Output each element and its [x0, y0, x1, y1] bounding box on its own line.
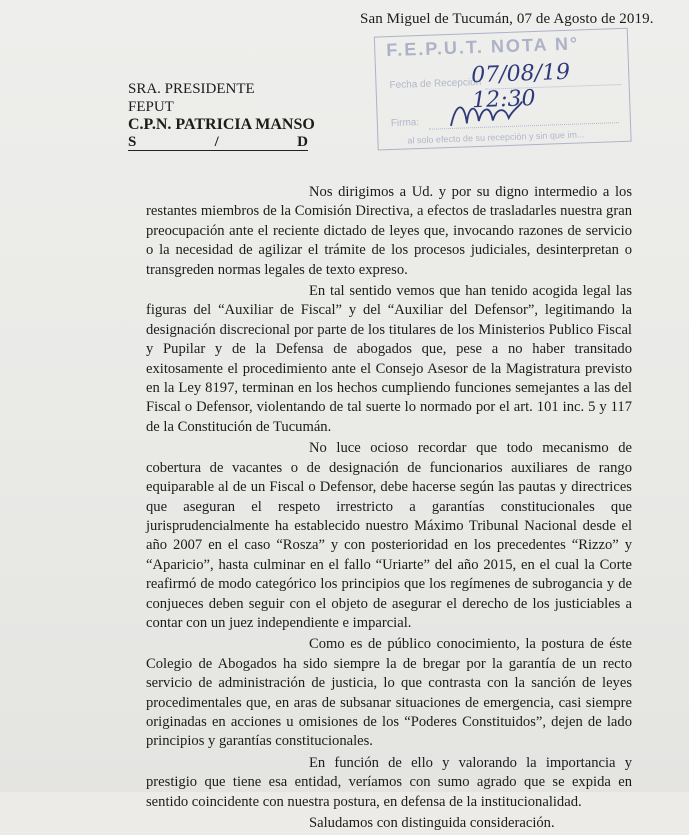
stamp-date-handwritten: 07/08/19 12:30 — [470, 59, 571, 114]
paragraph: En función de ello y valorando la importancia y prestigio que tiene esa entidad, veríamos con sumo agrado que se expida en sentido coincidente con nuestra postura, en defensa de la institucionalidad. — [146, 754, 632, 810]
paragraph: Nos dirigimos a Ud. y por su digno intermedio a los restantes miembros de la Comisión Directiva, a efectos de trasladarles nuestra gran preocupación ante el reciente dictado de leyes que, invocando razones de servicio o la necesidad de agilizar el trámite de los procesos judiciales, desinterpretan o transgreden normas legales de texto expreso. — [146, 184, 632, 278]
stamp-header: F.E.P.U.T. NOTA N° — [385, 33, 580, 61]
letter-body — [146, 183, 632, 835]
sd-left: S — [128, 134, 137, 150]
closing-line: Saludamos con distinguida consideración. — [309, 815, 555, 831]
paragraph: En tal sentido vemos que han tenido acogida legal las figuras del “Auxiliar de Fiscal” y del “Auxiliar del Defensor”, legitimando la designación discrecional por parte de los titulares de los Ministerios Publico Fiscal y Pupilar y de la Defensa de abogados que, pese a no haber transitado exitosamente el procedimiento ante el Consejo Asesor de la Magistratura previsto en la Ley 8197, terminan en los hechos cumpliendo funciones semejantes a las del Fiscal o Defensor, violentando de tal suerte lo normado por el art. 101 inc. 5 y 117 de la Constitución de Tucumán. — [146, 283, 632, 435]
reception-stamp — [374, 27, 640, 166]
stamp-date-label: Fecha de Recepción — [389, 76, 482, 92]
addressee-line2: FEPUT — [128, 99, 174, 115]
sd-mid: / — [214, 134, 219, 150]
addressee-sd — [128, 134, 308, 151]
stamp-sign-label: Firma: — [390, 117, 420, 130]
paragraph: No luce ocioso recordar que todo mecanismo de cobertura de vacantes o de designación de funcionarios auxiliares de rango equiparable al de un Fiscal o Defensor, debe hacerse según las pautas y directrices que aseguran el respeto irrestricto a garantías constitucionales que jurisprudencialmente ha establecido nuestro Máximo Tribunal Nacional desde el año 2007 en el caso “Rosza” y con posterioridad en los precedentes “Rizzo” y “Aparicio”, hasta culminar en el fallo “Uriarte” del año 2015, en el cual la Corte reafirmó de modo categórico los principios que los regímenes de subrogancia y de conjueces deben seguir con el objeto de asegurar el derecho de los justiciables a contar con un juez independiente e imparcial. — [146, 440, 632, 631]
addressee-line1: SRA. PRESIDENTE — [128, 81, 255, 97]
date-line: San Miguel de Tucumán, 07 de Agosto de 2019. — [360, 11, 654, 27]
sd-right: D — [297, 134, 308, 150]
addressee-name: C.P.N. PATRICIA MANSO — [128, 116, 315, 133]
signature-scribble-icon — [446, 93, 527, 136]
stamp-footer-note: al solo efecto de su recepción y sin que im... — [407, 129, 585, 146]
addressee-block — [128, 80, 315, 151]
paragraph: Como es de público conocimiento, la postura de éste Colegio de Abogados ha sido siempre la de bregar por la garantía de un recto servicio de administración de justicia, lo que contrasta con la sanción de leyes procedimentales que, en aras de subsanar situaciones de emergencia, casi siempre originadas en acciones u omisiones de los “Poderes Constituidos”, dejen de lado principios y garantías constitucionales. — [146, 636, 632, 750]
